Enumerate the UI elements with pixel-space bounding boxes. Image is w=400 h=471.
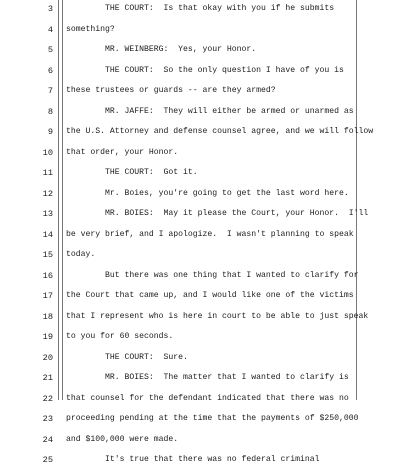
line-number: 14	[42, 229, 53, 240]
line-text: today.	[66, 250, 96, 259]
transcript-line	[0, 450, 400, 471]
transcript-line	[0, 348, 400, 369]
line-text: THE COURT: So the only question I have of you is	[66, 65, 344, 75]
line-number: 18	[42, 311, 53, 322]
line-number: 5	[47, 45, 53, 55]
transcript-line	[0, 307, 400, 328]
line-number: 19	[42, 332, 53, 342]
transcript-line	[0, 40, 400, 61]
transcript-line	[0, 266, 400, 287]
line-text: something?	[66, 24, 115, 34]
transcript-line	[0, 163, 400, 184]
line-number: 25	[42, 455, 53, 465]
transcript-line	[0, 225, 400, 246]
line-number: 24	[42, 434, 53, 445]
line-text: that order, your Honor.	[66, 147, 179, 157]
transcript-line	[0, 122, 400, 143]
transcript-line	[0, 430, 400, 451]
transcript-line	[0, 409, 400, 430]
line-number: 8	[47, 106, 53, 117]
line-text: that I represent who is here in court to be able to just speak	[66, 311, 369, 321]
line-text: MR. WEINBERG: Yes, your Honor.	[66, 45, 257, 54]
line-text: and $100,000 were made.	[66, 434, 179, 444]
line-number: 10	[42, 147, 53, 158]
transcript-line	[0, 143, 400, 164]
line-text: be very brief, and I apologize. I wasn't planning to speak	[66, 229, 354, 239]
line-text: THE COURT: Got it.	[66, 168, 198, 177]
line-number: 11	[42, 168, 53, 178]
line-text: Mr. Boies, you're going to get the last word here.	[66, 188, 349, 198]
transcript-line	[0, 286, 400, 307]
line-text: MR. BOIES: The matter that I wanted to clarify is	[66, 373, 349, 382]
line-text: THE COURT: Sure.	[66, 352, 188, 362]
line-text: the U.S. Attorney and defense counsel agree, and we will follow	[66, 127, 374, 136]
transcript-line	[0, 184, 400, 205]
transcript-line	[0, 102, 400, 123]
line-text: proceeding pending at the time that the payments of $250,000	[66, 414, 359, 423]
line-number: 15	[42, 250, 53, 260]
line-text: THE COURT: Is that okay with you if he submits	[66, 4, 335, 13]
transcript-line	[0, 368, 400, 389]
line-number: 9	[47, 127, 53, 137]
line-number: 17	[42, 291, 53, 301]
line-number: 16	[42, 270, 53, 281]
line-text: But there was one thing that I wanted to clarify for	[66, 270, 359, 280]
line-number: 23	[42, 414, 53, 424]
line-number: 4	[47, 24, 53, 35]
line-number: 21	[42, 373, 53, 383]
transcript-line	[0, 61, 400, 82]
line-text: to you for 60 seconds.	[66, 332, 174, 341]
line-number: 7	[47, 86, 53, 96]
line-text: It's true that there was no federal criminal	[66, 455, 320, 464]
line-number: 20	[42, 352, 53, 363]
line-text: that counsel for the defendant indicated that there was no	[66, 393, 349, 403]
line-number: 6	[47, 65, 53, 76]
line-text: these trustees or guards -- are they armed?	[66, 86, 276, 95]
transcript-line	[0, 389, 400, 410]
transcript-line	[0, 245, 400, 266]
transcript-line	[0, 81, 400, 102]
transcript-line	[0, 0, 400, 20]
line-number: 13	[42, 209, 53, 219]
line-number: 3	[47, 4, 53, 14]
line-text: MR. JAFFE: They will either be armed or unarmed as	[66, 106, 354, 116]
line-text: MR. BOIES: May it please the Court, your Honor. I'll	[66, 209, 369, 218]
line-number: 12	[42, 188, 53, 199]
transcript-line	[0, 204, 400, 225]
transcript-line	[0, 327, 400, 348]
line-text: the Court that came up, and I would like one of the victims	[66, 291, 354, 300]
transcript-line	[0, 20, 400, 41]
line-number: 22	[42, 393, 53, 404]
